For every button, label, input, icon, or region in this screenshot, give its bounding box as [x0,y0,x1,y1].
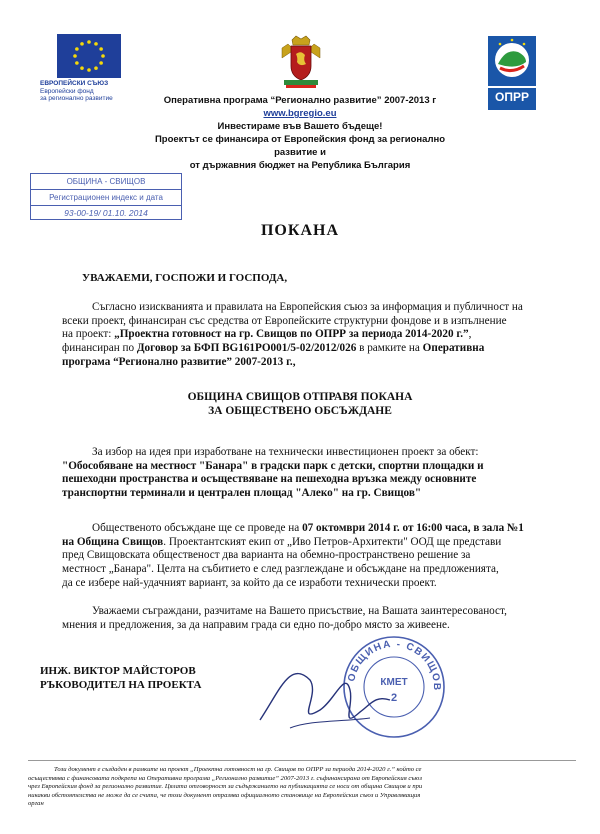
seal-number: 2 [390,692,398,704]
bulgarian-coat-of-arms-icon [274,34,328,90]
para2-line1: За избор на идея при изработване на технически инвестиционен проект за обект: [92,446,479,458]
eu-caption-line3: за регионално развитие [40,95,113,102]
para1-line4-mid: в рамките на [356,342,423,355]
grant-contract: Договор за БФП BG161PO001/5-02/2012/026 [136,342,357,355]
eu-star-icon [99,47,103,51]
footer-line3: чрез Европейския фонд за регионално развитие. Цялата отговорност за съдържанието на публикацията се носи от община Свищов и при [28,783,423,790]
oprr-label: ОПРР [495,90,529,104]
intro-paragraph [62,301,554,370]
para4-line2: мнения и предложения, за да направим града си едно по-добро място за живеене. [62,618,450,631]
invite-heading-line2: ЗА ОБЩЕСТВЕНО ОБСЪЖДАНЕ [208,405,392,417]
para1-line3-post: , [468,328,472,341]
para3-line4: местност „Банара". Целта на събитието е след разглеждане и обсъждане на предложенията, [62,563,499,576]
footer-divider [28,760,576,761]
para3-line3: пред Свищовската общественост два варианта на обемно-пространствено решение за [62,549,471,562]
signature-block [40,664,201,692]
signatory-name: ИНЖ. ВИКТОР МАЙСТОРОВ [40,665,196,677]
eu-fund-caption [40,80,150,103]
program-name: Оперативна програма “Регионално развитие” 2007-2013 г [163,95,437,106]
closing-paragraph [62,605,554,632]
eu-star-icon [80,66,84,70]
seal-ring-text: ОБЩИНА - СВИЩОВ [346,638,443,692]
para1-line4-pre: финансиран по [62,342,137,355]
footer-line2: осъществява с финансовата подкрепа на Оперативна програма „Регионално развитие” 2007-2013 г. съфинансирана от Европейския съюз [28,774,422,782]
eu-star-icon [101,54,105,58]
disclaimer-footer [28,766,576,809]
footer-line4: никакви обстоятелства не може да се счита, че този документ отразява официалното становище на Европейския съюз и Управляващия [28,791,421,799]
para1-line4-bold2: Оперативна [422,342,485,355]
eu-flag-icon [57,34,121,78]
funding-line-b: развитие и [274,147,326,158]
stamp-caption: Регистрационен индекс и дата [31,190,181,206]
event-date-time: 07 октомври 2014 г. от 16:00 часа, в зала №1 [302,522,524,534]
para1-line3 [62,328,554,342]
eu-star-icon [73,54,77,58]
event-venue: на Община Свищов [62,535,164,548]
signatory-role: РЪКОВОДИТЕЛ НА ПРОЕКТА [40,679,202,691]
slogan: Инвестираме във Вашето бъдеще! [217,121,383,132]
para1-line2: всеки проект, финансиран със средства от Европейските структурни фондове и в изпълнение [62,314,507,327]
para3-line1 [62,522,554,536]
program-ref: програма “Регионално развитие” 2007-2013 г., [62,355,296,368]
eu-star-icon [75,61,79,65]
registration-stamp [30,173,182,220]
para1-line4 [62,342,554,356]
footer-line5: орган [28,800,44,807]
para4-line1: Уважаеми съграждани, разчитаме на Вашето присъствие, на Вашата заинтересованост, [92,605,507,617]
document-title: ПОКАНА [260,222,340,239]
stamp-number-date: 93-00-19/ 01.10. 2014 [64,208,148,218]
seal-center-text: КМЕТ [380,677,408,688]
eu-stars [57,34,121,78]
para1-line3-pre: на проект: [62,328,115,341]
eu-star-icon [75,47,79,51]
eu-star-icon [94,42,98,46]
stamp-municipality: ОБЩИНА - СВИЩОВ [31,174,181,190]
eu-star-icon [87,40,91,44]
eu-star-icon [99,61,103,65]
para2-line2: "Обособяване на местност "Банара" в градски парк с детски, спортни площадки и [62,459,484,472]
eu-caption-line2: Европейски фонд [40,87,94,95]
para1-line5 [62,356,554,370]
para1-line1: Съгласно изискванията и правилата на Европейския съюз за информация и публичност на [92,301,523,313]
para2-line4: транспортни терминали и централен площад "Алеко" на гр. Свищов" [62,487,422,500]
para3-line2-post: . Проектантският екип от „Иво Петров-Архитекти" ООД ще представи [163,535,502,548]
invite-heading-line1: ОБЩИНА СВИЩОВ ОТПРАВЯ ПОКАНА [187,391,413,403]
funding-line-a: Проектът се финансира от Европейския фонд за регионално [154,134,446,145]
funding-line-c: от държавния бюджет на Република България [189,160,411,171]
eu-star-icon [80,42,84,46]
eu-caption-line1: ЕВРОПЕЙСКИ СЪЮЗ [40,80,109,87]
eu-star-icon [94,66,98,70]
event-paragraph [62,522,554,591]
program-website-link[interactable]: www.bgregio.eu [263,108,337,119]
para3-line2 [62,536,554,550]
object-paragraph [62,446,554,501]
para3-line5: да се избере най-удачният вариант, за който да се изработи технически проект. [62,576,437,589]
project-title: „Проектна готовност на гр. Свищов по ОПРР за периода 2014-2020 г.” [114,328,469,341]
para2-line3: пешеходни пространства и осъществяване на пешеходна връзка между основните [62,473,477,486]
handwritten-signature [250,650,400,740]
oprr-logo [484,30,540,114]
eu-star-icon [87,68,91,72]
para3-line1-pre: Общественото обсъждане ще се проведе на [92,522,303,534]
footer-line1: Този документ е създаден в рамките на проект „Проектна готовност на гр. Свищов по ОПРР за периода 2014-2020 г.” който се [54,766,422,773]
greeting: УВАЖАЕМИ, ГОСПОЖИ И ГОСПОДА, [82,272,288,284]
